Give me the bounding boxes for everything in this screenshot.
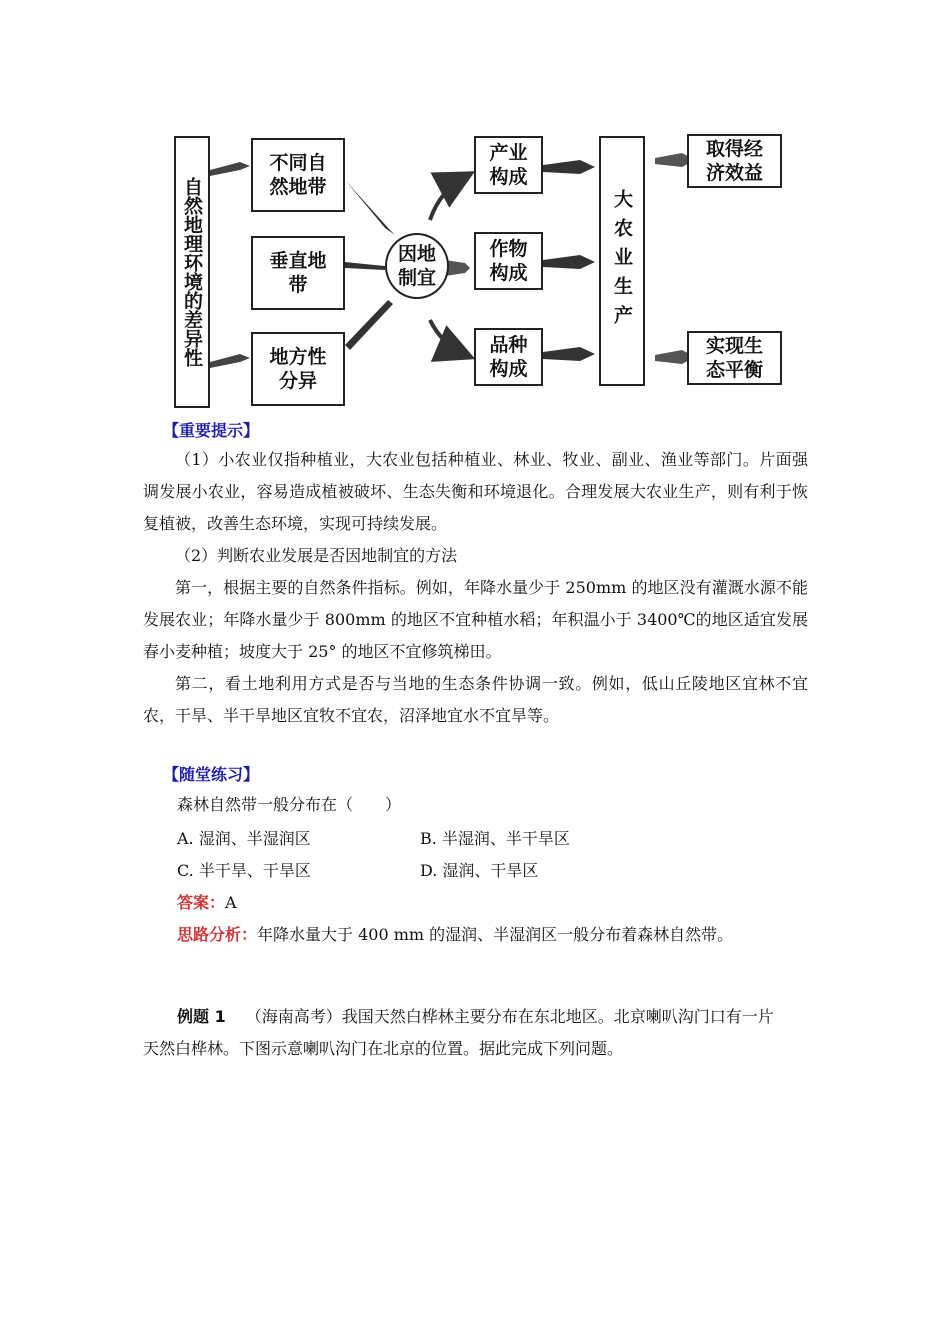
wedge-struct2 <box>543 255 595 269</box>
box-local-differentiation <box>251 332 345 406</box>
box-industry-structure-label: 产业构成 <box>489 142 528 188</box>
box-big-agriculture <box>599 136 645 386</box>
agriculture-flow-diagram <box>150 120 810 410</box>
answer-line <box>177 890 237 913</box>
option-b: B. 半湿润、半干旱区 <box>420 829 570 848</box>
analysis-label: 思路分析： <box>177 925 258 944</box>
box-big-agriculture-label: 大农业生产 <box>611 188 633 334</box>
box-natural-differences-label: 自然地理环境的差异性 <box>181 177 203 367</box>
box-industry-structure <box>474 136 543 194</box>
box-natural-zone-label: 不同自然地带 <box>269 152 327 198</box>
option-d: D. 湿润、干旱区 <box>420 861 539 880</box>
box-economic-benefit <box>687 134 782 188</box>
box-natural-zone <box>251 138 345 212</box>
spoke-zone2 <box>345 262 385 270</box>
box-variety-structure-label: 品种构成 <box>489 334 528 380</box>
box-vertical-zone <box>251 236 345 310</box>
example-text-first: （海南高考）我国天然白桦林主要分布在东北地区。北京喇叭沟门口有一片 <box>245 1007 774 1026</box>
arrow-center-struct3 <box>430 320 468 356</box>
box-ecological-balance-label: 实现生态平衡 <box>705 335 763 381</box>
arrow-center-struct1 <box>430 175 468 220</box>
practice-title: 【随堂练习】 <box>163 765 260 784</box>
box-crop-structure-label: 作物构成 <box>489 238 528 284</box>
box-variety-structure <box>474 328 543 386</box>
box-crop-structure <box>474 232 543 290</box>
example-line-2: 天然白桦林。下图示意喇叭沟门在北京的位置。据此完成下列问题。 <box>143 1039 624 1058</box>
tips-paragraph-3: 第一，根据主要的自然条件指标。例如，年降水量少于 250mm 的地区没有灌溉水源不能发展农业；年降水量少于 800mm 的地区不宜种植水稻；年积温小于 3400℃的地区适宜发展春小麦种植；坡度大于 25° 的地区不宜修筑梯田。 <box>143 578 808 661</box>
answer-value: A <box>225 893 237 912</box>
box-ecological-balance <box>687 331 782 385</box>
practice-question: 森林自然带一般分布在（ ） <box>177 795 402 814</box>
tips-paragraph-4: 第二，看土地利用方式是否与当地的生态条件协调一致。例如，低山丘陵地区宜林不宜农，干旱、半干旱地区宜牧不宜农，沼泽地宜水不宜旱等。 <box>143 674 808 725</box>
analysis-text: 年降水量大于 400 mm 的湿润、半湿润区一般分布着森林自然带。 <box>257 925 734 944</box>
box-natural-differences <box>174 136 210 408</box>
answer-label: 答案： <box>177 893 226 912</box>
circle-adapt-to-local-label: 因地制宜 <box>397 243 436 289</box>
box-vertical-zone-label: 垂直地带 <box>269 250 327 296</box>
spoke-zone3 <box>345 300 393 350</box>
option-a: A. 湿润、半湿润区 <box>177 829 311 848</box>
box-local-differentiation-label: 地方性分异 <box>269 346 327 392</box>
circle-adapt-to-local <box>385 233 449 299</box>
box-economic-benefit-label: 取得经济效益 <box>705 138 763 184</box>
wedge-struct1 <box>543 160 595 174</box>
example-line-1 <box>177 1004 774 1027</box>
option-c: C. 半干旱、干旱区 <box>177 861 311 880</box>
tips-paragraph-1: （1）小农业仅指种植业，大农业包括种植业、林业、牧业、副业、渔业等部门。片面强调发展小农业，容易造成植被破坏、生态失衡和环境退化。合理发展大农业生产，则有利于恢复植被，改善生态环境，实现可持续发展。 <box>143 450 808 533</box>
tips-title: 【重要提示】 <box>163 421 260 440</box>
spoke-zone1 <box>345 180 395 235</box>
arrow-left-zone1 <box>210 162 250 176</box>
analysis-line <box>177 922 733 945</box>
tips-paragraph-2: （2）判断农业发展是否因地制宜的方法 <box>175 546 458 565</box>
arrow-left-zone3 <box>210 354 250 368</box>
wedge-struct3 <box>543 347 595 361</box>
example-label: 例题 1 <box>177 1007 226 1026</box>
